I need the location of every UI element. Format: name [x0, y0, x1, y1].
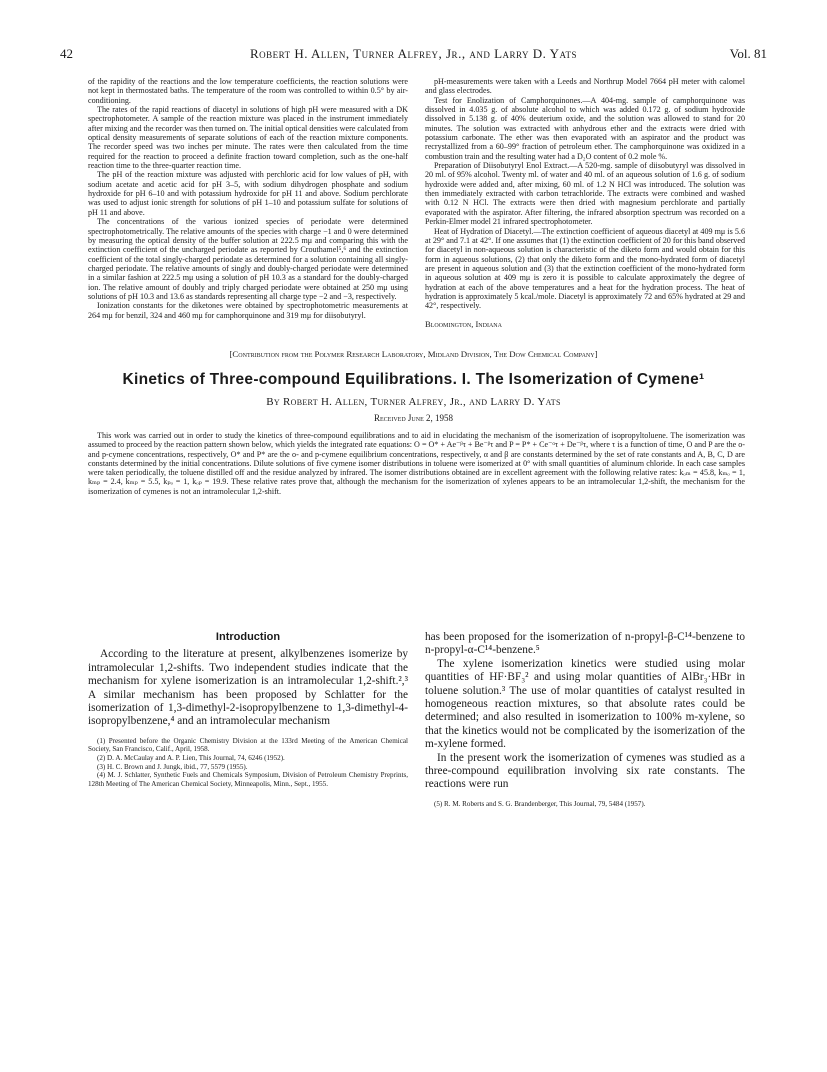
section-heading: Introduction — [215, 631, 281, 643]
paragraph: Preparation of Diisobutyryl Enol Extract.—A 520-mg. sample of diisobutyryl was dissolved in 20 ml. of 95% alcohol. Twenty ml. of water and 40 ml. of an aqueous solution of 1.6 g. of sodium hydroxide were added and, after mixing, 60 ml. of 1.2 N HCl was introduced. The solution was then immediately extracted with carbon tetrachloride. The extracts were combined and washed with 0.12 N HCl. The extracts were then dried with magnesium perchlorate and partially evaporated with the aspirator. After filtering, the infrared absorption spectrum was recorded on a Perkin-Elmer model 21 infrared spectrophotometer. — [425, 161, 745, 227]
footnote: (1) Presented before the Organic Chemistry Division at the 133rd Meeting of the American Chemical Society, San Francisco, Calif., April, 1958. — [88, 736, 408, 754]
article-authors: By Robert H. Allen, Turner Alfrey, Jr., and Larry D. Yats — [266, 396, 561, 408]
footnote: (3) H. C. Brown and J. Jungk, ibid., 77, 5579 (1955). — [97, 762, 248, 771]
received-date: Received June 2, 1958 — [374, 413, 453, 423]
paragraph: The xylene isomerization kinetics were studied using molar quantities of HF·BF₃² and using molar quantities of AlBr₃·HBr in toluene solution.³ The use of molar quantities of catalyst resulted in homogeneous reaction mixtures, so that absolute rates could be determined; and also resulted in isomerization to 100% m-xylene, so that the kinetics would not be complicated by the isomerization of the m-xylene formed. — [425, 657, 745, 751]
paragraph: of the rapidity of the reactions and the low temperature coefficients, the reaction solutions were not kept in thermostated baths. The temperature of the room was controlled to within 0.5° by air-conditioning. — [88, 77, 408, 105]
article-left-column — [88, 631, 408, 788]
page-number: 42 — [60, 46, 73, 61]
paragraph: Test for Enolization of Camphorquinones.—A 404-mg. sample of camphorquinone was dissolved in 4.035 g. of absolute alcohol to which was added 0.172 g. of sodium hydroxide dissolved in 5.138 g. of 40% deuterium oxide, and the solution was allowed to stand for 20 minutes. The solution was extracted with anhydrous ether and the extracts were dried with potassium carbonate. The ether was then evaporated with an aspirator and the product was recrystallized from a 60–99° fraction of petroleum ether. The camphorquinone was oxidized in a combustion train and the resulting water had a D₂O content of 0.2 mole %. — [425, 95, 745, 161]
paragraph: The concentrations of the various ionized species of periodate were determined spectrophotometrically. The relative amounts of the species with charge −1 and 0 were determined by measuring the optical density of the buffer solution at 222.5 mμ and comparing this with the extinction coefficient of the uncharged periodate as reported by Crouthamel⁵,⁶ and the extinction coefficient of the total singly-charged periodate as determined for a solution containing all singly-charged periodate. The relative amounts of singly and doubly-charged periodate were determined in a similar fashion at 222.5 mμ using a solution of pH 10.3 as a standard for the doubly-charged ion. The relative amount of doubly and triply charged periodate were obtained at 250 mμ using solutions of pH 10.3 and 13.6 as standards representing all charge type −2 and −3, respectively. — [88, 217, 408, 301]
prev-article-right-column — [425, 77, 745, 329]
paragraph: pH-measurements were taken with a Leeds and Northrup Model 7664 pH meter with calomel and glass electrodes. — [425, 77, 745, 96]
paragraph: Heat of Hydration of Diacetyl.—The extinction coefficient of aqueous diacetyl at 409 mμ is 5.6 at 29° and 7.1 at 42°. If one assumes that (1) the extinction coefficient of 20 for this band observed for diacetyl in non-aqueous solution is characteristic of the diketo form and would obtain for this form in aqueous solutions, (2) that only the diketo form and the mono-hydrated form of diacetyl are present in aqueous solution and (3) that the extinction coefficient of the mono-hydrated form in aqueous solution at 409 mμ is zero it is possible to calculate approximately the degree of hydration at each of the above temperatures and a heat for the hydration process. The heat of hydration is approximately 5 kcal./mole. Diacetyl is approximately 72 and 65% hydrated at 29 and 42°, respectively. — [425, 226, 745, 311]
footnotes — [425, 800, 745, 809]
footnote: (2) D. A. McCaulay and A. P. Lien, This Journal, 74, 6246 (1952). — [97, 754, 285, 763]
prev-article-left-column — [88, 77, 408, 320]
running-title: Robert H. Allen, Turner Alfrey, Jr., and Larry D. Yats — [249, 46, 578, 61]
article-title: Kinetics of Three-compound Equilibrations. I. The Isomerization of Cymene¹ — [122, 371, 705, 388]
paragraph: The rates of the rapid reactions of diacetyl in solutions of high pH were measured with a DK spectrophotometer. A sample of the reaction mixture was placed in the instrument immediately after mixing and the recorder was then turned on. The initial optical densities were calculated from optical density measurements of separate solutions of each of the reaction mixture components. The recorder speed was two inches per minute. The rates were then calculated from the time required for the reaction to proceed a definite fraction toward completion, such as the one-half reaction time to the three-quarter reaction time. — [88, 105, 408, 171]
running-header — [60, 46, 767, 66]
contribution-line: [Contribution from the Polymer Research Laboratory, Midland Division, The Dow Chemical Company] — [229, 349, 598, 359]
article-right-column — [425, 631, 745, 808]
paragraph: In the present work the isomerization of cymenes was studied as a three-compound equilibration involving six rate constants. The reactions were run — [425, 751, 745, 791]
paragraph: The pH of the reaction mixture was adjusted with perchloric acid for low values of pH, with sodium acetate and acetic acid for pH 3–5, with sodium dihydrogen phosphate and sodium hydroxide for pH 6–10 and with potassium hydroxide for pH 11 and above. Sodium perchlorate was used to adjust ionic strength for solutions of pH 1–10 and potassium sulfate for solutions of pH 11 and above. — [88, 170, 408, 217]
abstract: This work was carried out in order to study the kinetics of three-compound equilibrations and to aid in elucidating the mechanism of the isomerization of isopropyltoluene. The isomerization was assumed to proceed by the reaction pattern shown below, which yields the integrated rate equations: O = O* + Ae⁻ᵝτ + Be⁻ᵝτ and P = P* + Ce⁻ᵅτ + De⁻ᵝτ, where τ is a function of time, O and P are the o- and p-cymene concentrations, respectively, O* and P* are the o- and p-cymene equilibrium concentrations, respectively, α and β are constants determined by the set of rate constants and A, B, C, D are constants determined by the initial concentrations. Dilute solutions of five cymene isomer distributions in toluene were isomerized at 0° with small quantities of aluminum chloride. In each case samples were taken periodically, the toluene distilled off and the residue analyzed by infrared. The isomer distributions obtained are in excellent agreement with the following relative rates: kₒₘ = 45.8, kₘₒ = 1, kₘₚ = 2.4, kₘₚ = 5.5, kₚₒ = 1, kₒₚ = 19.9. These relative rates prove that, although the mechanism for the isomerization of xylenes appears to be an intramolecular 1,2-shift, the mechanism for the isomerization of cymenes is not an intramolecular 1,2-shift. — [88, 431, 745, 496]
footnote: (4) M. J. Schlatter, Synthetic Fuels and Chemicals Symposium, Division of Petroleum Chemistry Preprints, 128th Meeting of The American Chemical Society, Minneapolis, Minn., Sept., 1955. — [88, 771, 408, 788]
volume-number: Vol. 81 — [729, 46, 767, 61]
paragraph: According to the literature at present, alkylbenzenes isomerize by intramolecular 1,2-shifts. Two independent studies indicate that the mechanism for xylene isomerization is an intramolecular 1,2-shift.²,³ A similar mechanism has been proposed by Schlatter for the isomerization of 1,3-dimethyl-2-isopropylbenzene to 1,3-dimethyl-4-isopropylbenzene,⁴ and an intramolecular mechanism — [88, 648, 408, 728]
location: Bloomington, Indiana — [425, 318, 502, 329]
paragraph: has been proposed for the isomerization of n-propyl-β-C¹⁴-benzene to n-propyl-α-C¹⁴-benzene.⁵ — [425, 631, 745, 657]
footnote: (5) R. M. Roberts and S. G. Brandenberger, This Journal, 79, 5484 (1957). — [434, 799, 646, 808]
footnotes — [88, 737, 408, 789]
paragraph: Ionization constants for the diketones were obtained by spectrophotometric measurements at 264 mμ for benzil, 324 and 460 mμ for camphorquinone and 319 mμ for diisobutyryl. — [88, 301, 408, 320]
